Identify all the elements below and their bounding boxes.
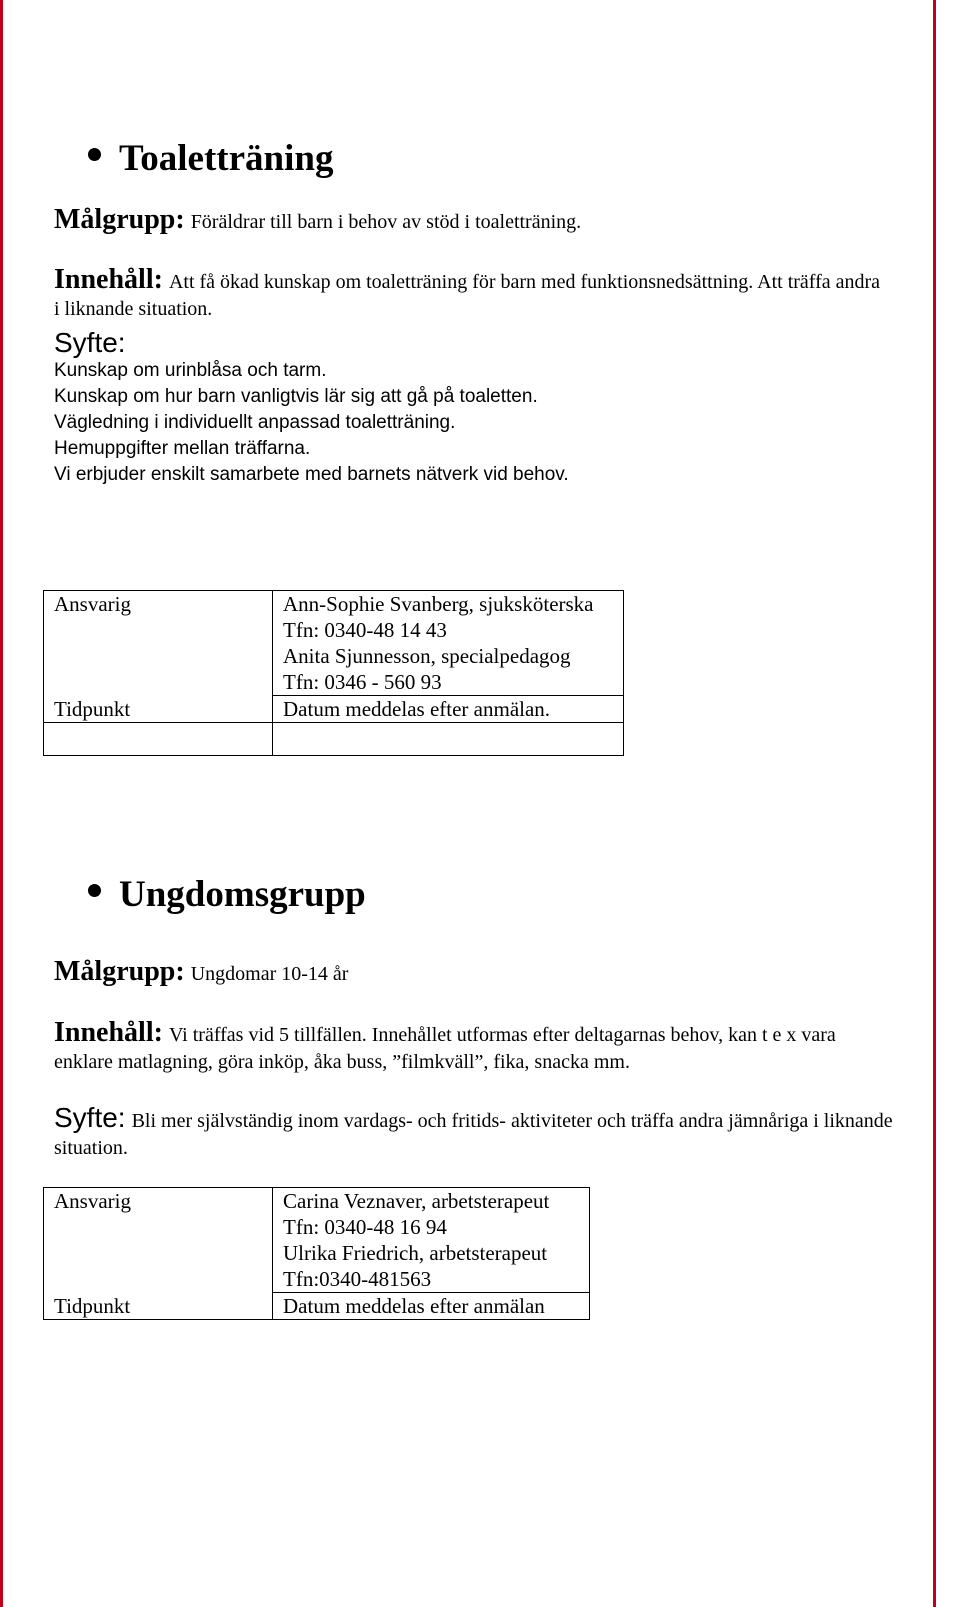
page-border-left [0,0,3,1607]
table-cell-label: Tidpunkt [44,696,273,723]
table-cell-label: Tidpunkt [44,1293,273,1320]
table-cell-empty [44,723,273,756]
table-cell-value: Ann-Sophie Svanberg, sjuksköterska Tfn: 0340-48 14 43 Anita Sjunnesson, specialpedagog Tfn: 0346 - 560 93 [273,591,624,696]
table-row [44,696,624,723]
table-row [44,591,624,696]
info-table-ungdomsgrupp [43,1187,590,1320]
bullet-icon [88,884,101,897]
table-cell-value: Carina Veznaver, arbetsterapeut Tfn: 0340-48 16 94 Ulrika Friedrich, arbetsterapeut Tfn:0340-481563 [273,1188,590,1293]
bullet-icon [88,148,101,161]
table-cell-label: Ansvarig [44,591,273,696]
table-row [44,1293,590,1320]
syfte-line: Kunskap om hur barn vanligtvis lär sig att gå på toaletten. [54,386,538,407]
table-row [44,1188,590,1293]
table-cell-empty [273,723,624,756]
syfte-block: Syfte: Kunskap om urinblåsa och tarm. Kunskap om hur barn vanligtvis lär sig att gå på toaletten. Vägledning i individuellt anpassad toaletträning. Hemuppgifter mellan träffarna. Vi erbjuder enskilt samarbete med barnets nätverk vid behov. [54,328,914,488]
innehall-paragraph: Innehåll: Vi träffas vid 5 tillfällen. Innehållet utformas efter deltagarnas behov, kan t e x vara enklare matlagning, göra inköp, åka buss, ”filmkväll”, fika, snacka mm. [54,1017,836,1073]
table-cell-label: Ansvarig [44,1188,273,1293]
info-table-toaletttraning [43,590,624,756]
section-heading-ungdomsgrupp: Ungdomsgrupp [88,870,366,916]
syfte-paragraph: Syfte: Bli mer självständig inom vardags- och fritids- aktiviteter och träffa andra jämnåriga i liknande situation. [54,1102,893,1159]
syfte-line: Vi erbjuder enskilt samarbete med barnets nätverk vid behov. [54,464,569,485]
section-heading-toaletttraning: Toaletträning [88,134,333,180]
syfte-line: Vägledning i individuellt anpassad toaletträning. [54,412,456,433]
malgrupp-paragraph: Målgrupp: Ungdomar 10-14 år [54,956,349,987]
syfte-line: Hemuppgifter mellan träffarna. [54,438,311,459]
syfte-line: Kunskap om urinblåsa och tarm. [54,360,327,381]
innehall-paragraph: Innehåll: Att få ökad kunskap om toaletträning för barn med funktionsnedsättning. Att träffa andra i liknande situation. [54,264,881,320]
table-row [44,723,624,756]
malgrupp-paragraph: Målgrupp: Föräldrar till barn i behov av stöd i toaletträning. [54,204,582,235]
table-cell-value: Datum meddelas efter anmälan [273,1293,590,1320]
table-cell-value: Datum meddelas efter anmälan. [273,696,624,723]
page-border-right [933,0,936,1607]
